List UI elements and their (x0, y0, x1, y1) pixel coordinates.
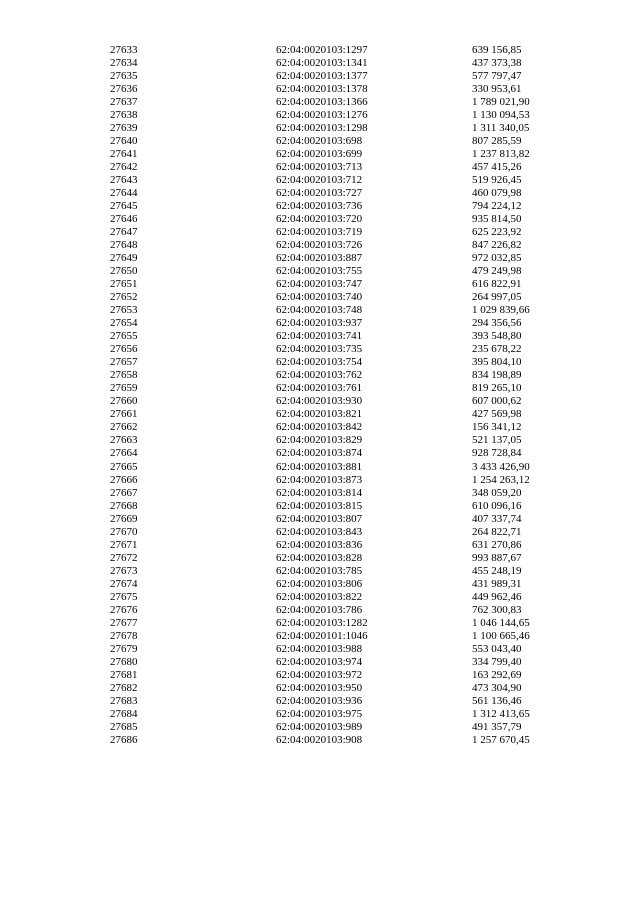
row-number: 27681 (110, 668, 138, 681)
cadastral-number: 62:04:0020103:988 (276, 642, 363, 655)
cadastral-number: 62:04:0020103:712 (276, 174, 363, 187)
row-number: 27645 (110, 200, 138, 213)
row-number: 27648 (110, 239, 138, 252)
cadastral-value: 639 156,85 (472, 44, 522, 56)
table-row (110, 70, 590, 83)
row-number: 27643 (110, 174, 138, 187)
table-row (110, 539, 590, 552)
table-row (110, 187, 590, 200)
row-number: 27668 (110, 499, 138, 512)
cadastral-number: 62:04:0020103:699 (276, 148, 363, 161)
cadastral-number: 62:04:0020103:1297 (276, 44, 368, 56)
table-row (110, 565, 590, 578)
cadastral-value: 553 043,40 (472, 642, 522, 655)
row-number: 27684 (110, 707, 138, 720)
table-row (110, 461, 590, 474)
table-row (110, 200, 590, 213)
cadastral-number: 62:04:0020103:936 (276, 694, 363, 707)
row-number: 27635 (110, 70, 138, 83)
table-row (110, 278, 590, 291)
cadastral-value: 163 292,69 (472, 668, 522, 681)
row-number: 27660 (110, 395, 138, 408)
table-row (110, 526, 590, 539)
table-row (110, 330, 590, 343)
table-row (110, 604, 590, 617)
cadastral-value: 616 822,91 (472, 278, 522, 291)
cadastral-number: 62:04:0020103:719 (276, 226, 363, 239)
cadastral-number: 62:04:0020101:1046 (276, 629, 368, 642)
cadastral-number: 62:04:0020103:1378 (276, 83, 368, 96)
cadastral-value: 437 373,38 (472, 57, 522, 70)
cadastral-number: 62:04:0020103:806 (276, 577, 363, 590)
row-number: 27654 (110, 317, 138, 330)
row-number: 27673 (110, 564, 138, 577)
row-number: 27664 (110, 447, 138, 460)
cadastral-value: 407 337,74 (472, 512, 522, 525)
cadastral-value: 235 678,22 (472, 343, 522, 356)
row-number: 27642 (110, 161, 138, 174)
row-number: 27665 (110, 460, 138, 473)
cadastral-value: 625 223,92 (472, 226, 522, 239)
cadastral-number: 62:04:0020103:807 (276, 512, 363, 525)
cadastral-number: 62:04:0020103:786 (276, 603, 363, 616)
cadastral-value: 521 137,05 (472, 434, 522, 447)
row-number: 27685 (110, 720, 138, 733)
cadastral-number: 62:04:0020103:1282 (276, 616, 368, 629)
table-row (110, 317, 590, 330)
cadastral-number: 62:04:0020103:747 (276, 278, 363, 291)
cadastral-number: 62:04:0020103:761 (276, 382, 363, 395)
table-row (110, 656, 590, 669)
cadastral-value: 1 237 813,82 (472, 148, 530, 161)
row-number: 27634 (110, 57, 138, 70)
cadastral-value: 334 799,40 (472, 655, 522, 668)
cadastral-value: 1 046 144,65 (472, 616, 530, 629)
row-number: 27657 (110, 356, 138, 369)
row-number: 27649 (110, 252, 138, 265)
row-number: 27666 (110, 473, 138, 486)
row-number: 27661 (110, 408, 138, 421)
row-number: 27658 (110, 369, 138, 382)
table-row (110, 109, 590, 122)
table-row (110, 408, 590, 421)
table-row (110, 161, 590, 174)
cadastral-number: 62:04:0020103:974 (276, 655, 363, 668)
table-row (110, 291, 590, 304)
cadastral-number: 62:04:0020103:736 (276, 200, 363, 213)
row-number: 27646 (110, 213, 138, 226)
cadastral-value: 330 953,61 (472, 83, 522, 96)
table-row (110, 382, 590, 395)
cadastral-value: 794 224,12 (472, 200, 522, 213)
cadastral-value: 807 285,59 (472, 135, 522, 148)
cadastral-value: 847 226,82 (472, 239, 522, 252)
row-number: 27682 (110, 681, 138, 694)
row-number: 27647 (110, 226, 138, 239)
table-row (110, 447, 590, 460)
row-number: 27655 (110, 330, 138, 343)
cadastral-number: 62:04:0020103:713 (276, 161, 363, 174)
cadastral-number: 62:04:0020103:881 (276, 460, 363, 473)
cadastral-number: 62:04:0020103:930 (276, 395, 363, 408)
table-row (110, 57, 590, 70)
cadastral-value: 631 270,86 (472, 538, 522, 551)
table-row (110, 148, 590, 161)
row-number: 27633 (110, 44, 138, 56)
cadastral-value: 561 136,46 (472, 694, 522, 707)
cadastral-number: 62:04:0020103:735 (276, 343, 363, 356)
row-number: 27644 (110, 187, 138, 200)
cadastral-value: 1 254 263,12 (472, 473, 530, 486)
cadastral-value: 1 312 413,65 (472, 707, 530, 720)
cadastral-value: 395 804,10 (472, 356, 522, 369)
row-number: 27677 (110, 616, 138, 629)
cadastral-value: 577 797,47 (472, 70, 522, 83)
cadastral-value: 819 265,10 (472, 382, 522, 395)
cadastral-value: 455 248,19 (472, 564, 522, 577)
cadastral-value: 393 548,80 (472, 330, 522, 343)
table-row (110, 96, 590, 109)
cadastral-number: 62:04:0020103:843 (276, 525, 363, 538)
cadastral-value: 491 357,79 (472, 720, 522, 733)
table-row (110, 174, 590, 187)
table-row (110, 591, 590, 604)
row-number: 27652 (110, 291, 138, 304)
table-row (110, 669, 590, 682)
cadastral-value: 264 997,05 (472, 291, 522, 304)
cadastral-number: 62:04:0020103:815 (276, 499, 363, 512)
row-number: 27667 (110, 486, 138, 499)
table-row (110, 213, 590, 226)
table-row (110, 304, 590, 317)
table-row (110, 695, 590, 708)
cadastral-value: 473 304,90 (472, 681, 522, 694)
table-row (110, 239, 590, 252)
cadastral-value: 3 433 426,90 (472, 460, 530, 473)
cadastral-value: 1 100 665,46 (472, 629, 530, 642)
cadastral-number: 62:04:0020103:887 (276, 252, 363, 265)
cadastral-value: 1 311 340,05 (472, 122, 530, 135)
row-number: 27656 (110, 343, 138, 356)
cadastral-number: 62:04:0020103:755 (276, 265, 363, 278)
cadastral-number: 62:04:0020103:1276 (276, 109, 368, 122)
table-row (110, 708, 590, 721)
cadastral-value: 449 962,46 (472, 590, 522, 603)
row-number: 27638 (110, 109, 138, 122)
row-number: 27670 (110, 525, 138, 538)
cadastral-value: 1 029 839,66 (472, 304, 530, 317)
cadastral-value: 928 728,84 (472, 447, 522, 460)
table-row (110, 630, 590, 643)
cadastral-number: 62:04:0020103:908 (276, 733, 363, 746)
table-row (110, 513, 590, 526)
cadastral-number: 62:04:0020103:762 (276, 369, 363, 382)
cadastral-number: 62:04:0020103:1377 (276, 70, 368, 83)
table-row (110, 721, 590, 734)
cadastral-number: 62:04:0020103:989 (276, 720, 363, 733)
data-table (110, 44, 590, 747)
cadastral-number: 62:04:0020103:1341 (276, 57, 368, 70)
table-row (110, 83, 590, 96)
cadastral-number: 62:04:0020103:975 (276, 707, 363, 720)
cadastral-number: 62:04:0020103:828 (276, 551, 363, 564)
cadastral-value: 607 000,62 (472, 395, 522, 408)
row-number: 27671 (110, 538, 138, 551)
cadastral-value: 1 789 021,90 (472, 96, 530, 109)
cadastral-value: 972 032,85 (472, 252, 522, 265)
cadastral-number: 62:04:0020103:822 (276, 590, 363, 603)
cadastral-value: 460 079,98 (472, 187, 522, 200)
cadastral-number: 62:04:0020103:873 (276, 473, 363, 486)
cadastral-value: 1 257 670,45 (472, 733, 530, 746)
cadastral-value: 431 989,31 (472, 577, 522, 590)
row-number: 27672 (110, 551, 138, 564)
table-row (110, 421, 590, 434)
row-number: 27678 (110, 629, 138, 642)
row-number: 27683 (110, 694, 138, 707)
cadastral-number: 62:04:0020103:726 (276, 239, 363, 252)
row-number: 27641 (110, 148, 138, 161)
cadastral-number: 62:04:0020103:937 (276, 317, 363, 330)
cadastral-value: 348 059,20 (472, 486, 522, 499)
cadastral-number: 62:04:0020103:727 (276, 187, 363, 200)
cadastral-value: 1 130 094,53 (472, 109, 530, 122)
row-number: 27659 (110, 382, 138, 395)
table-row (110, 395, 590, 408)
cadastral-value: 762 300,83 (472, 603, 522, 616)
row-number: 27669 (110, 512, 138, 525)
row-number: 27680 (110, 655, 138, 668)
table-row (110, 434, 590, 447)
cadastral-number: 62:04:0020103:754 (276, 356, 363, 369)
cadastral-number: 62:04:0020103:972 (276, 668, 363, 681)
cadastral-number: 62:04:0020103:740 (276, 291, 363, 304)
cadastral-value: 519 926,45 (472, 174, 522, 187)
cadastral-number: 62:04:0020103:829 (276, 434, 363, 447)
cadastral-value: 457 415,26 (472, 161, 522, 174)
row-number: 27636 (110, 83, 138, 96)
row-number: 27640 (110, 135, 138, 148)
table-row (110, 265, 590, 278)
table-row (110, 487, 590, 500)
cadastral-number: 62:04:0020103:842 (276, 421, 363, 434)
cadastral-number: 62:04:0020103:821 (276, 408, 363, 421)
row-number: 27676 (110, 603, 138, 616)
table-row (110, 122, 590, 135)
table-row (110, 44, 590, 57)
cadastral-value: 294 356,56 (472, 317, 522, 330)
table-row (110, 369, 590, 382)
table-row (110, 734, 590, 747)
cadastral-number: 62:04:0020103:748 (276, 304, 363, 317)
table-row (110, 356, 590, 369)
row-number: 27679 (110, 642, 138, 655)
cadastral-number: 62:04:0020103:836 (276, 538, 363, 551)
row-number: 27653 (110, 304, 138, 317)
table-row (110, 474, 590, 487)
cadastral-number: 62:04:0020103:950 (276, 681, 363, 694)
cadastral-number: 62:04:0020103:785 (276, 564, 363, 577)
row-number: 27662 (110, 421, 138, 434)
table-row (110, 552, 590, 565)
cadastral-number: 62:04:0020103:1366 (276, 96, 368, 109)
row-number: 27637 (110, 96, 138, 109)
table-row (110, 252, 590, 265)
table-row (110, 682, 590, 695)
row-number: 27686 (110, 733, 138, 746)
cadastral-value: 156 341,12 (472, 421, 522, 434)
cadastral-number: 62:04:0020103:874 (276, 447, 363, 460)
cadastral-number: 62:04:0020103:1298 (276, 122, 368, 135)
cadastral-value: 264 822,71 (472, 525, 522, 538)
cadastral-value: 834 198,89 (472, 369, 522, 382)
row-number: 27639 (110, 122, 138, 135)
row-number: 27674 (110, 577, 138, 590)
cadastral-value: 479 249,98 (472, 265, 522, 278)
table-row (110, 226, 590, 239)
cadastral-value: 610 096,16 (472, 499, 522, 512)
row-number: 27650 (110, 265, 138, 278)
table-row (110, 578, 590, 591)
cadastral-number: 62:04:0020103:698 (276, 135, 363, 148)
table-row (110, 343, 590, 356)
row-number: 27663 (110, 434, 138, 447)
cadastral-value: 427 569,98 (472, 408, 522, 421)
cadastral-value: 993 887,67 (472, 551, 522, 564)
cadastral-number: 62:04:0020103:741 (276, 330, 363, 343)
table-row (110, 500, 590, 513)
cadastral-number: 62:04:0020103:814 (276, 486, 363, 499)
cadastral-number: 62:04:0020103:720 (276, 213, 363, 226)
table-row (110, 617, 590, 630)
row-number: 27675 (110, 590, 138, 603)
cadastral-value: 935 814,50 (472, 213, 522, 226)
table-row (110, 135, 590, 148)
row-number: 27651 (110, 278, 138, 291)
table-row (110, 643, 590, 656)
